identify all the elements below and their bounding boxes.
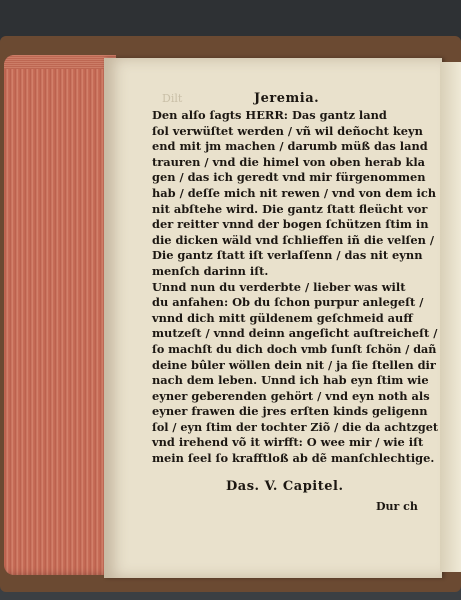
text-line: hab / deſſe mich nit rewen / vnd von dem ich bbox=[152, 185, 437, 200]
text-line: eyner frawen die jres erſten kinds geligenn bbox=[152, 404, 428, 419]
text-line: die dicken wäld vnd ſchlieffen iñ die velſen / bbox=[152, 232, 435, 247]
text-line: mutzeſt / vnnd deinn angeſicht auſtreicheſt / bbox=[152, 326, 438, 341]
text-line: ſol / eyn ſtim der tochter Ziõ / die da achtzget bbox=[152, 419, 439, 434]
text-line: gen / das ich geredt vnd mir fürgenommen bbox=[152, 170, 426, 185]
text-line: vnnd dich mitt güldenem geſchmeid auff bbox=[152, 310, 413, 325]
background-top bbox=[0, 0, 461, 40]
text-line: nach dem leben. Unnd ich hab eyn ſtim wie bbox=[152, 373, 429, 388]
text-line: nit abſtehe wird. Die gantz ſtatt fleücht vor bbox=[152, 201, 428, 216]
text-line: vnd irehend võ it wirfft: O wee mir / wie iſt bbox=[152, 435, 424, 450]
text-line: du anfahen: Ob du ſchon purpur anlegeſt / bbox=[152, 295, 424, 310]
text-line: Unnd nun du verderbte / lieber was wilt bbox=[152, 279, 406, 294]
text-line: ſol verwüſtet werden / vñ wil deñocht keyn bbox=[152, 123, 423, 138]
text-line: Die gantz ſtatt iſt verlaſſenn / das nit eynn bbox=[152, 248, 423, 263]
chapter-heading: Das. V. Capitel. bbox=[226, 479, 344, 494]
catchword: Dur ch bbox=[376, 500, 418, 513]
body-text bbox=[152, 108, 439, 467]
text-line: Den alſo ſagts HERR: Das gantz land bbox=[152, 108, 387, 122]
text-line: trauren / vnd die himel von oben herab kla bbox=[152, 154, 426, 169]
right-page-edge bbox=[440, 62, 461, 572]
text-line: ſo machſt du dich doch vmb ſunſt ſchön / dañ bbox=[152, 341, 437, 356]
running-title: Jeremia. bbox=[254, 91, 320, 106]
faint-show-through-text: Dilt bbox=[162, 92, 183, 105]
text-line: end mit jm machen / darumb müß das land bbox=[152, 139, 428, 154]
text-line: der reitter vnnd der bogen ſchützen ſtim in bbox=[152, 217, 429, 232]
page-edges bbox=[4, 55, 116, 575]
text-line: mein ſeel ſo krafftloß ab dẽ manſchlechtige. bbox=[152, 451, 435, 466]
text-line: eyner geberenden gehört / vnd eyn noth als bbox=[152, 388, 430, 403]
text-line: deine bûler wöllen dein nit / ja ſie ſtellen dir bbox=[152, 357, 436, 372]
text-line: menſch darinn iſt. bbox=[152, 263, 269, 278]
